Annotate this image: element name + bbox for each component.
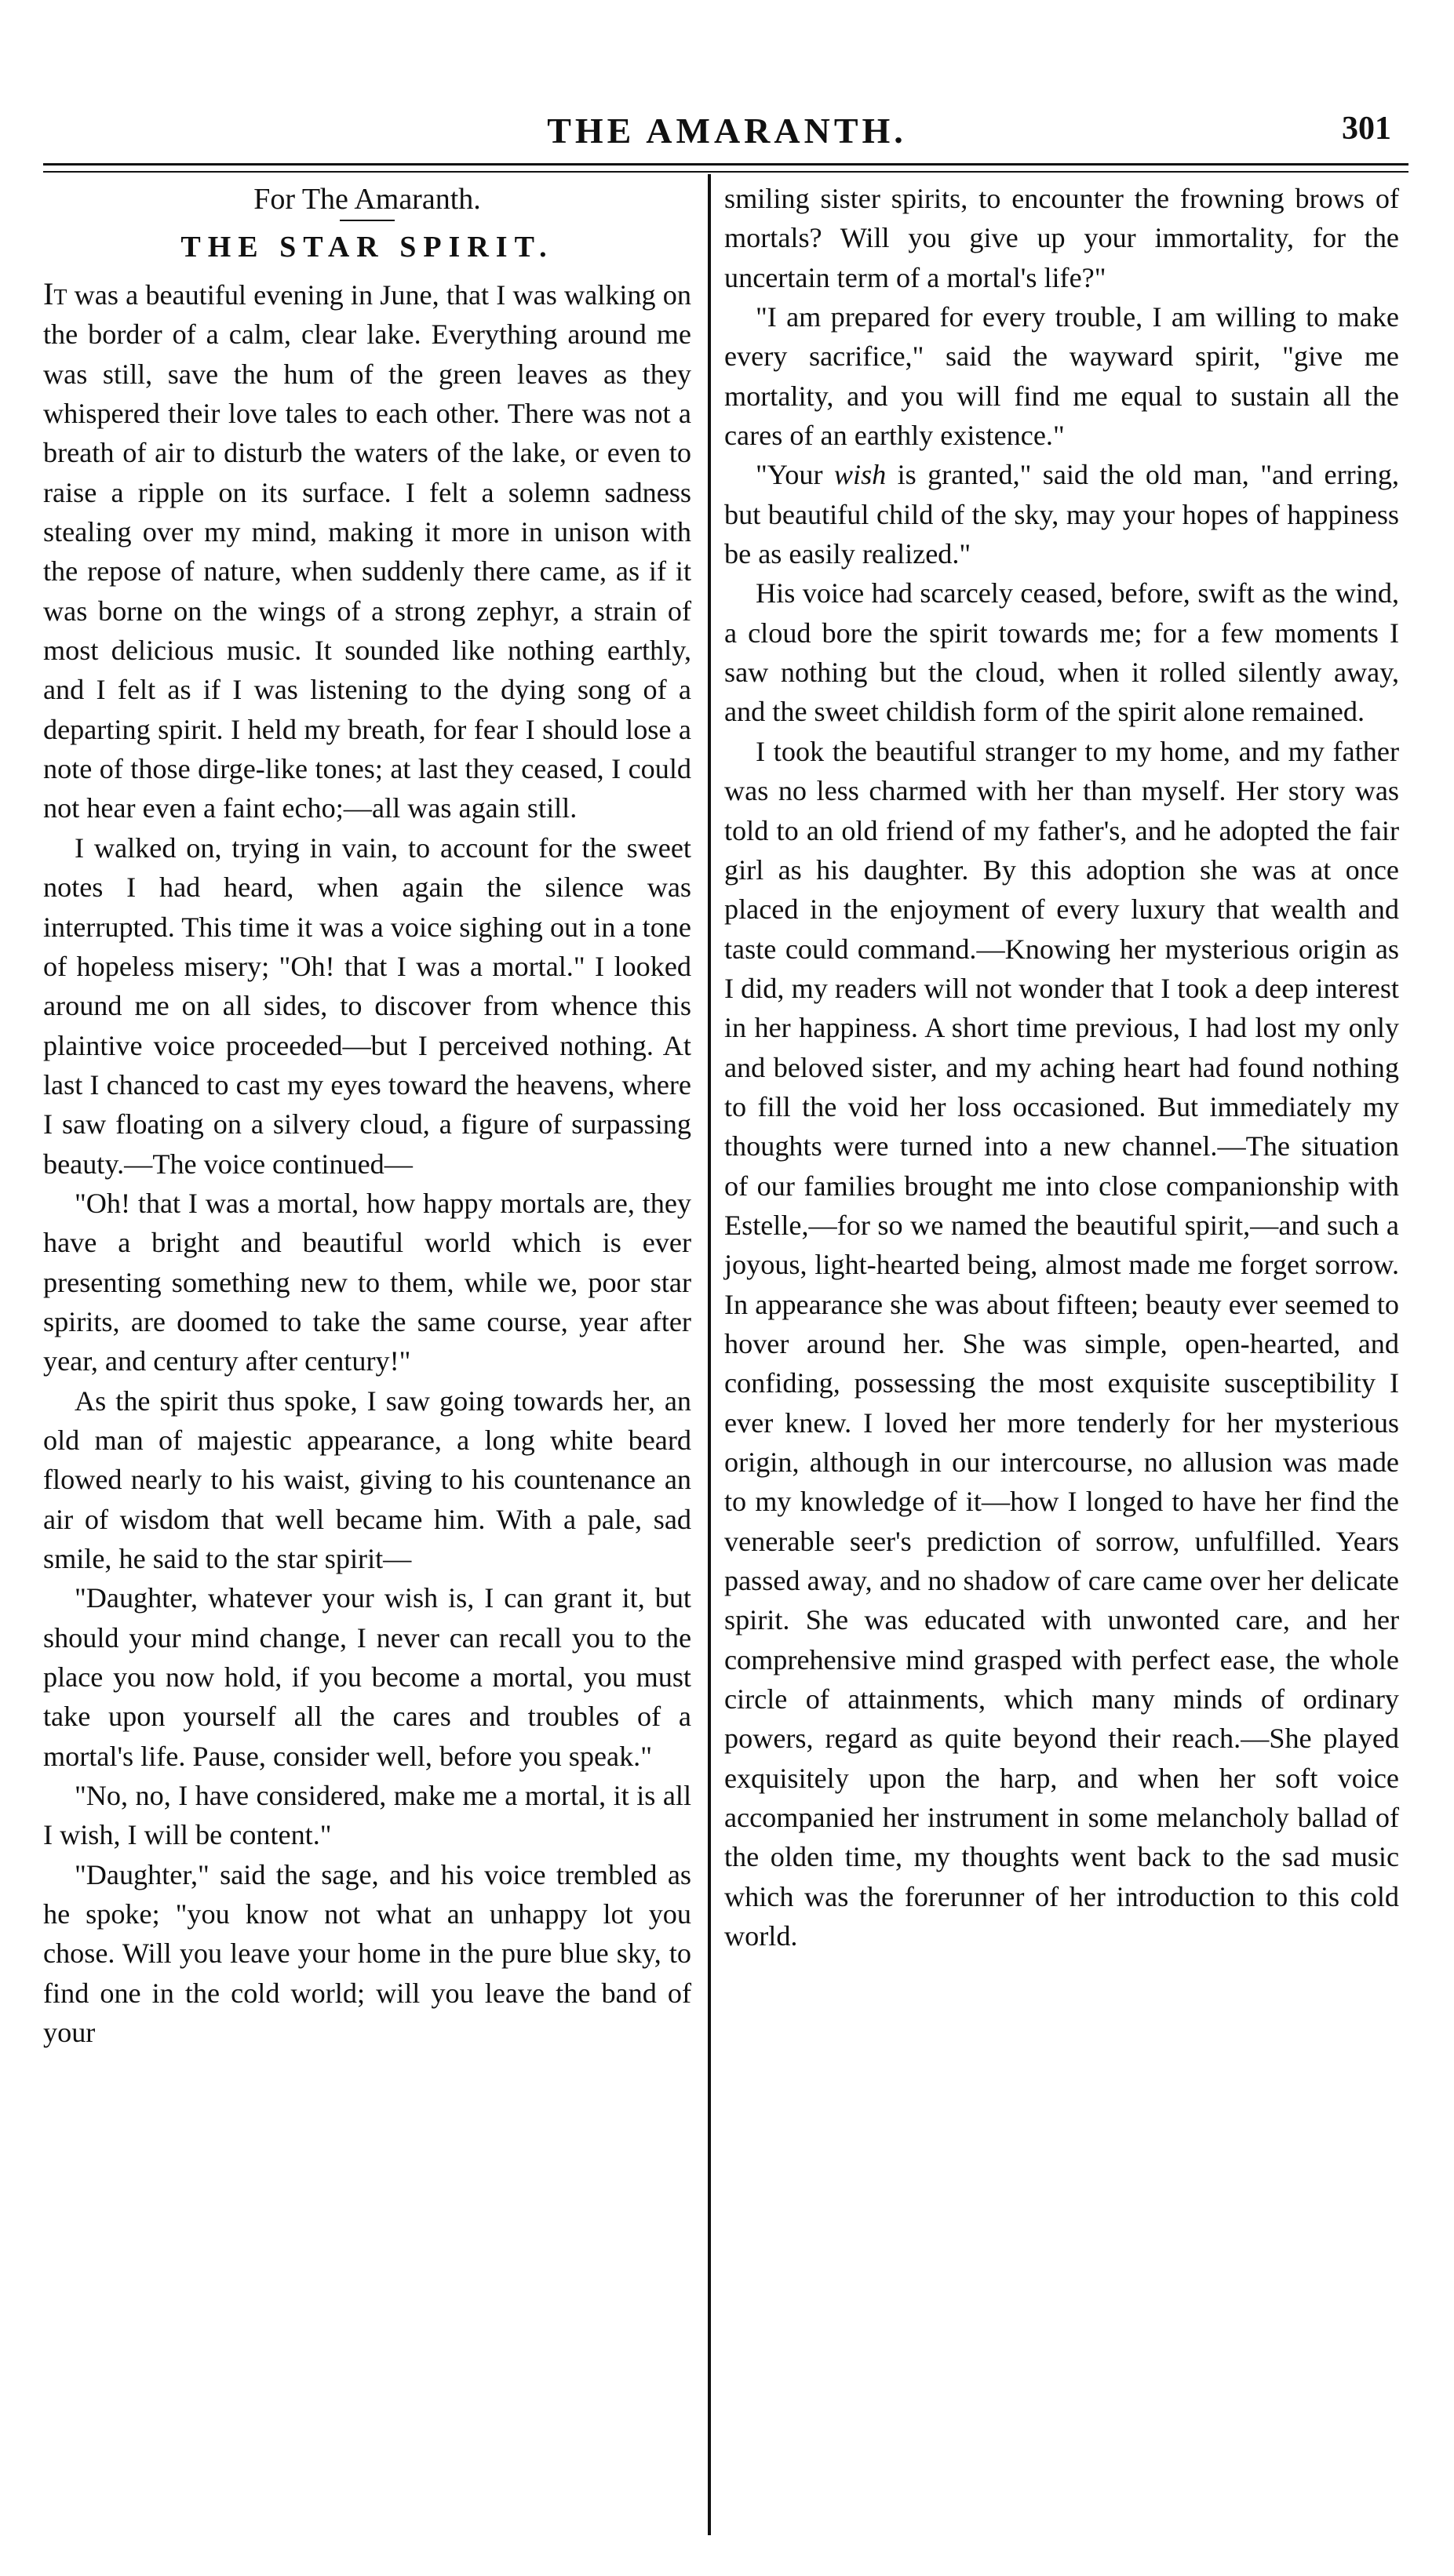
column-divider	[708, 174, 711, 2535]
paragraph: As the spirit thus spoke, I saw going towards her, an old man of majestic appearance, a long white beard flowed nearly to his waist, giving to his countenance an air of wisdom that well became him. With a pale, sad smile, he said to the star spirit—	[43, 1384, 691, 1574]
header-rule-top	[43, 163, 1408, 166]
paragraph: smiling sister spirits, to encounter the frowning brows of mortals? Will you give up your immortality, for the uncertain term of a mortal's life?"	[724, 183, 1399, 293]
running-head	[47, 110, 1407, 165]
article-byline: For The Amaranth.	[253, 183, 481, 216]
paragraph: "Oh! that I was a mortal, how happy mortals are, they have a bright and beautiful world which is ever presenting something new to them, while we, poor star spirits, are doomed to take the same course, year after year, and century after century!"	[43, 1187, 691, 1377]
header-rule-bottom	[43, 171, 1408, 173]
journal-title: THE AMARANTH.	[547, 111, 907, 151]
article-heading	[43, 179, 691, 270]
paragraph: His voice had scarcely ceased, before, swift as the wind, a cloud bore the spirit towards me; for a few moments I saw nothing but the cloud, when it rolled silently away, and the sweet childish form of the spirit alone remained.	[724, 577, 1399, 728]
paragraph: "I am prepared for every trouble, I am willing to make every sacrifice," said the wayward spirit, "give me mortality, and you will find me equal to sustain all the cares of an earthly existence."	[724, 301, 1399, 452]
paragraph: "Daughter, whatever your wish is, I can grant it, but should your mind change, I never can recall you to the place you now hold, if you become a mortal, you must take upon yourself all the cares and troubles of a mortal's life. Pause, consider well, before you speak."	[43, 1582, 691, 1772]
paragraph-text: is granted," said the old man, "and erring, but beautiful child of the sky, may your hopes of happiness be as easily realized."	[724, 459, 1400, 570]
right-column	[724, 179, 1399, 1956]
paragraph: "No, no, I have considered, make me a mortal, it is all I wish, I will be content."	[43, 1780, 691, 1851]
italic-word: wish	[833, 459, 887, 491]
paragraph: I walked on, trying in vain, to account for the sweet notes I had heard, when again the silence was interrupted. This time it was a voice sighing out in a tone of hopeless misery; "Oh! that I was a mortal." I looked around me on all sides, to discover from whence this plaintive voice proceeded—but I perceived nothing. At last I chanced to cast my eyes toward the heavens, where I saw floating on a silvery cloud, a figure of surpassing beauty.—The voice continued—	[43, 831, 691, 1180]
left-column	[43, 179, 691, 2052]
drop-cap: It	[43, 276, 67, 311]
page-number: 301	[1342, 111, 1391, 147]
paragraph: "Daughter," said the sage, and his voice trembled as he spoke; "you know not what an unhappy lot you chose. Will you leave your home in the pure blue sky, to find one in the cold world; will you leave the band of your	[43, 1858, 691, 2049]
paragraph	[43, 275, 691, 828]
paragraph-text: "Your	[756, 459, 834, 491]
paragraph	[724, 455, 1399, 573]
paragraph: I took the beautiful stranger to my home, and my father was no less charmed with her than myself. Her story was told to an old friend of my father's, and he adopted the fair girl as his daughter. By this adoption she was at once placed in the enjoyment of every luxury that wealth and taste could command.—Knowing her mysterious origin as I did, my readers will not wonder that I took a deep interest in her happiness. A short time previous, I had lost my only and beloved sister, and my aching heart had found nothing to fill the void her loss occasioned. But immediately my thoughts were turned into a new channel.—The situation of our families brought me into close companionship with Estelle,—for so we named the beautiful spirit,—and such a joyous, light-hearted being, almost made me forget sorrow. In appearance she was about fifteen; beauty ever seemed to hover around her. She was simple, open-hearted, and confiding, possessing the most exquisite susceptibility I ever knew. I loved her more tenderly for her mysterious origin, although in our intercourse, no allusion was made to my knowledge of it—how I longed to have her find the venerable seer's prediction of sorrow, unfulfilled. Years passed away, and no shadow of care came over her delicate spirit. She was educated with unwonted care, and her comprehensive mind grasped with perfect ease, the whole circle of attainments, which many minds of ordinary powers, regard as quite beyond their reach.—She played exquisitely upon the harp, and when her soft voice accompanied her instrument in some melancholy ballad of the olden time, my thoughts went back to the sad music which was the forerunner of her introduction to this cold world.	[724, 735, 1399, 1952]
article-title: THE STAR SPIRIT.	[180, 231, 554, 264]
byline-rule	[340, 220, 395, 221]
paragraph-text: was a beautiful evening in June, that I was walking on the border of a calm, clear lake. Everything around me was still, save the hum of the green leaves as they whispered their love tales to each other. There was not a breath of air to disturb the waters of the lake, or even to raise a ripple on its surface. I felt a solemn sadness stealing over my mind, making it more in unison with the repose of nature, when suddenly there came, as if it was borne on the wings of a strong zephyr, a strain of most delicious music. It sounded like nothing earthly, and I felt as if I was listening to the dying song of a departing spirit. I held my breath, for fear I should lose a note of those dirge-like tones; at last they ceased, I could not hear even a faint echo;—all was again still.	[43, 279, 691, 824]
